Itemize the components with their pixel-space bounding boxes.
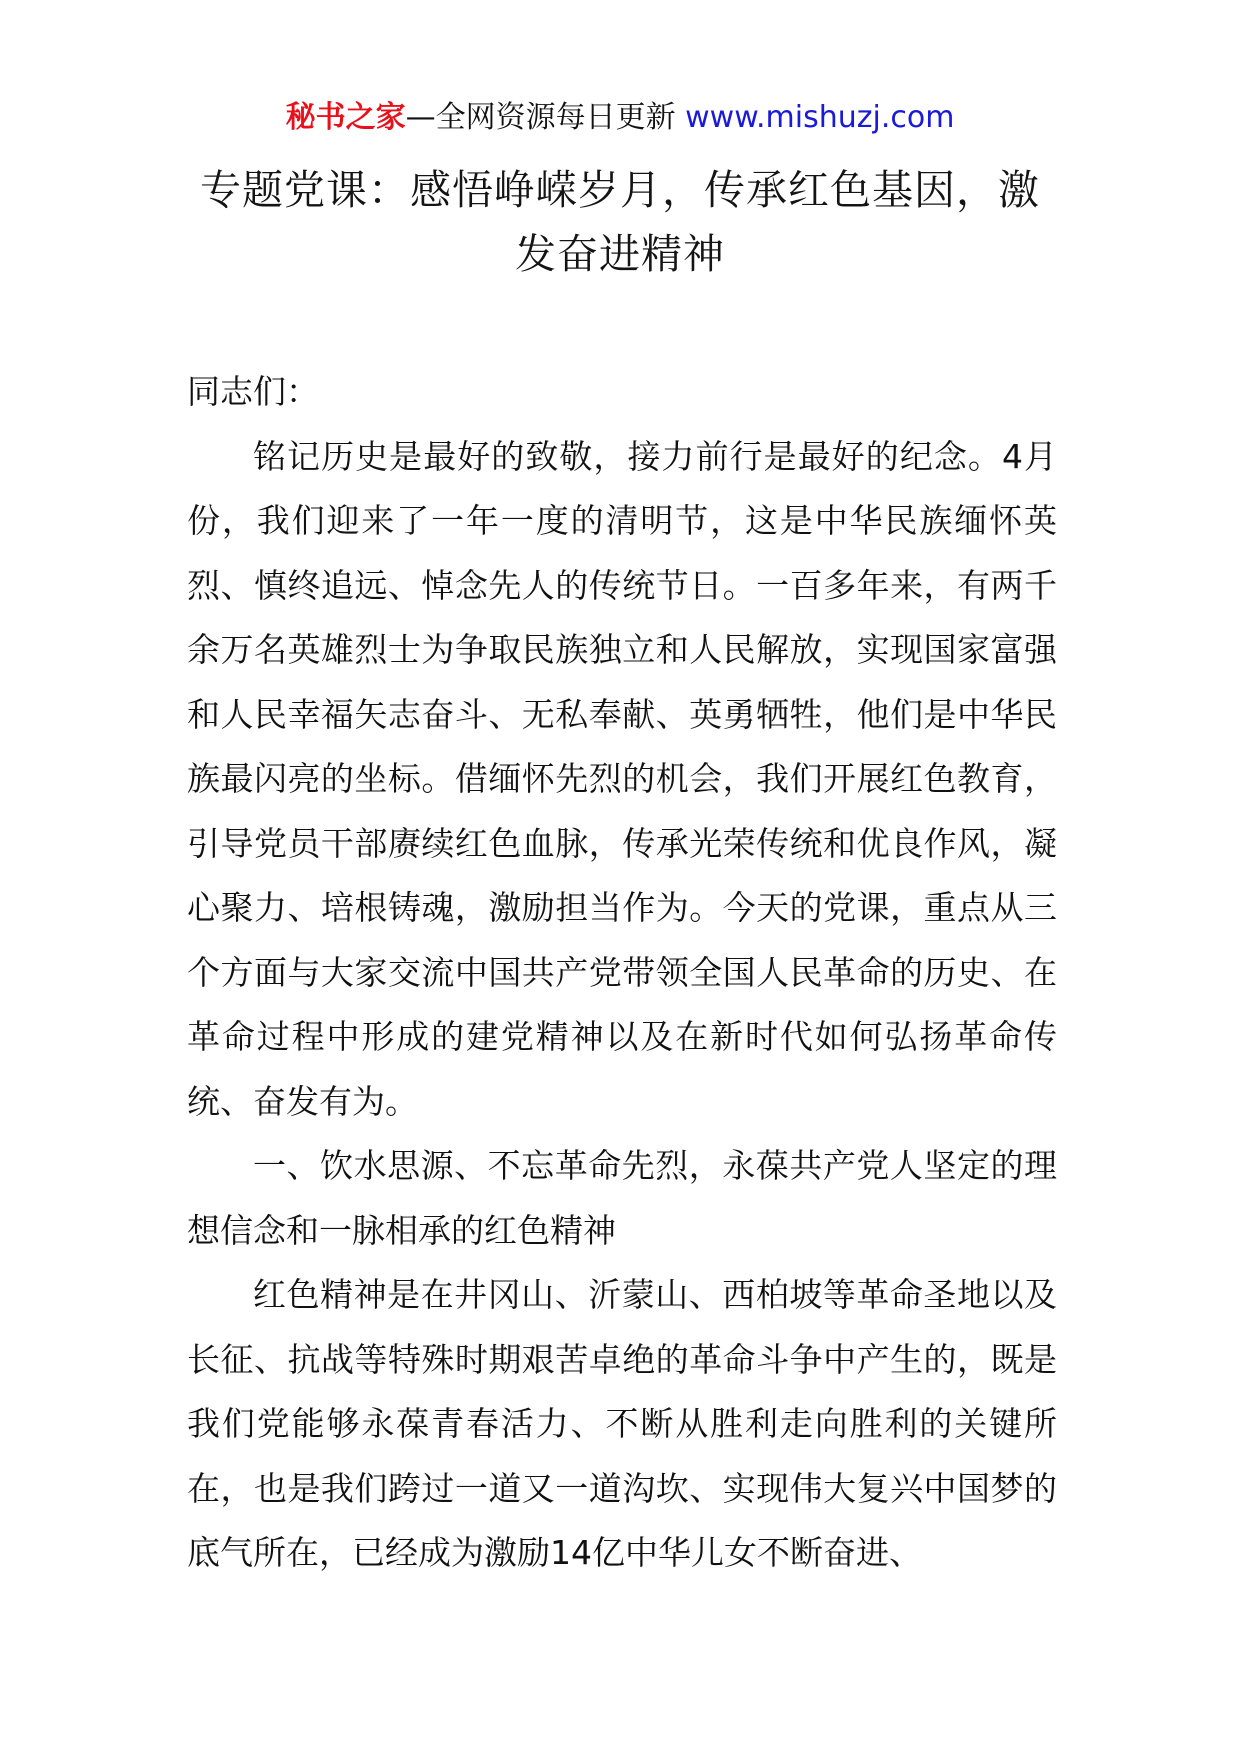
salutation: 同志们： xyxy=(187,372,319,411)
title-line-2: 发奋进精神 xyxy=(515,230,725,278)
header-tagline: —全网资源每日更新 xyxy=(405,100,676,135)
site-url-link[interactable]: www.mishuzj.com xyxy=(685,100,955,135)
body-paragraph: 红色精神是在井冈山、沂蒙山、西柏坡等革命圣地以及长征、抗战等特殊时期艰苦卓绝的革命斗争中产生的，既是我们党能够永葆青春活力、不断从胜利走向胜利的关键所在，也是我们跨过一道又一道沟坎、实现伟大复兴中国梦的底气所在，已经成为激励14亿中华儿女不断奋进、 xyxy=(187,1275,1057,1572)
site-header xyxy=(0,98,1240,138)
title-line-1: 专题党课：感悟峥嵘岁月，传承红色基因，激 xyxy=(200,166,1040,214)
document-title xyxy=(160,158,1080,286)
body-paragraph: 铭记历史是最好的致敬，接力前行是最好的纪念。4月份，我们迎来了一年一度的清明节，这是中华民族缅怀英烈、慎终追远、悼念先人的传统节日。一百多年来，有两千余万名英雄烈士为争取民族独立和人民解放，实现国家富强和人民幸福矢志奋斗、无私奉献、英勇牺牲，他们是中华民族最闪亮的坐标。借缅怀先烈的机会，我们开展红色教育，引导党员干部赓续红色血脉，传承光荣传统和优良作风，凝心聚力、培根铸魂，激励担当作为。今天的党课，重点从三个方面与大家交流中国共产党带领全国人民革命的历史、在革命过程中形成的建党精神以及在新时代如何弘扬革命传统、奋发有为。 xyxy=(187,436,1057,1121)
brand-name: 秘书之家 xyxy=(285,100,406,135)
document-body xyxy=(187,360,1057,1586)
section-heading: 一、饮水思源、不忘革命先烈，永葆共产党人坚定的理想信念和一脉相承的红色精神 xyxy=(187,1146,1057,1250)
